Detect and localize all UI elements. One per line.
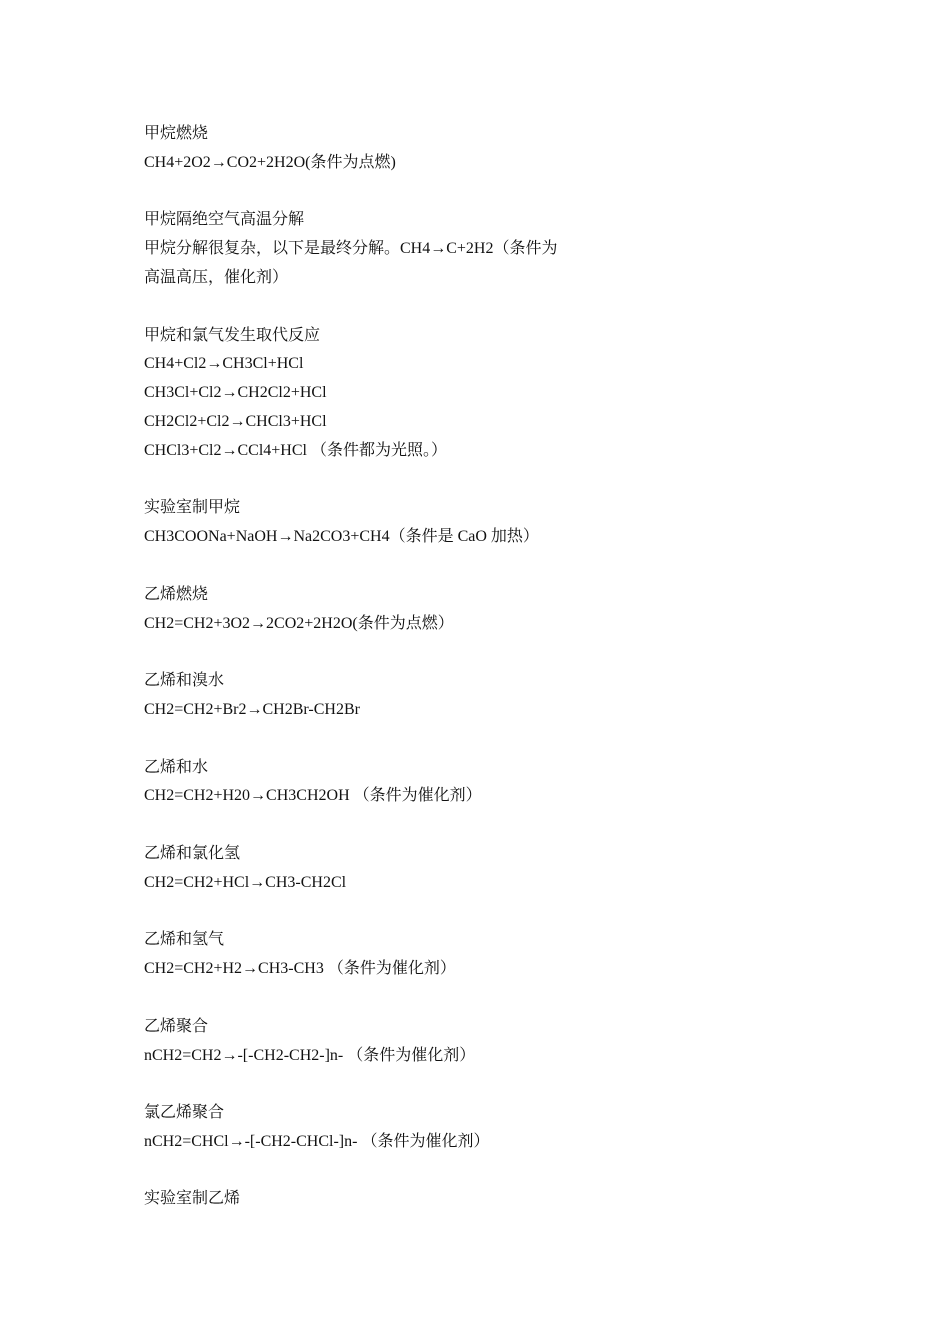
section-vinyl-chloride-polymerization (144, 1099, 844, 1157)
section-ethylene-polymerization (144, 1013, 844, 1071)
equation-line: CH2=CH2+H2→CH3-CH3 （条件为催化剂） (144, 960, 456, 978)
equation-line: CH2Cl2+Cl2→CHCl3+HCl (144, 412, 327, 430)
section-heading: 甲烷燃烧 (144, 125, 209, 142)
equation-line: CH3Cl+Cl2→CH2Cl2+HCl (144, 384, 327, 402)
section-heading: 乙烯和水 (144, 758, 209, 776)
equation-line: CH2=CH2+Br2→CH2Br-CH2Br (144, 700, 360, 718)
section-ethylene-hydrogen (144, 926, 844, 984)
section-heading: 乙烯和氢气 (144, 931, 225, 949)
section-lab-methane (144, 494, 844, 552)
equation-line: CH4+2O2→CO2+2H2O(条件为点燃) (144, 153, 396, 171)
section-heading: 实验室制乙烯 (144, 1190, 241, 1208)
equation-line: CH3COONa+NaOH→Na2CO3+CH4（条件是 CaO 加热） (144, 528, 539, 546)
section-methane-decomposition (144, 206, 844, 292)
equation-line: CH2=CH2+HCl→CH3-CH2Cl (144, 873, 347, 891)
section-heading: 实验室制甲烷 (144, 499, 241, 517)
section-lab-ethylene (144, 1185, 844, 1214)
section-heading: 甲烷隔绝空气高温分解 (144, 211, 305, 229)
section-heading: 乙烯和溴水 (144, 672, 225, 690)
text-line: 高温高压，催化剂） (144, 268, 289, 286)
section-ethylene-water (144, 754, 844, 812)
document-page (144, 120, 844, 1243)
section-heading: 乙烯和氯化氢 (144, 844, 241, 862)
equation-line: CH2=CH2+3O2→2CO2+2H2O(条件为点燃） (144, 614, 454, 632)
equation-line: nCH2=CHCl→-[-CH2-CHCl-]n- （条件为催化剂） (144, 1132, 490, 1150)
equation-line: CH2=CH2+H20→CH3CH2OH （条件为催化剂） (144, 787, 482, 805)
section-heading: 乙烯聚合 (144, 1017, 209, 1035)
section-ethylene-bromine (144, 667, 844, 725)
section-methane-combustion (144, 120, 844, 178)
text-line: 甲烷分解很复杂，以下是最终分解。CH4→C+2H2（条件为 (144, 240, 558, 258)
section-methane-chlorination (144, 322, 844, 466)
equation-line: nCH2=CH2→-[-CH2-CH2-]n- （条件为催化剂） (144, 1046, 476, 1064)
section-heading: 氯乙烯聚合 (144, 1104, 225, 1122)
section-ethylene-hcl (144, 840, 844, 898)
equation-line: CHCl3+Cl2→CCl4+HCl （条件都为光照。） (144, 441, 447, 459)
equation-line: CH4+Cl2→CH3Cl+HCl (144, 355, 304, 373)
section-heading: 乙烯燃烧 (144, 585, 209, 603)
section-ethylene-combustion (144, 581, 844, 639)
section-heading: 甲烷和氯气发生取代反应 (144, 326, 321, 344)
